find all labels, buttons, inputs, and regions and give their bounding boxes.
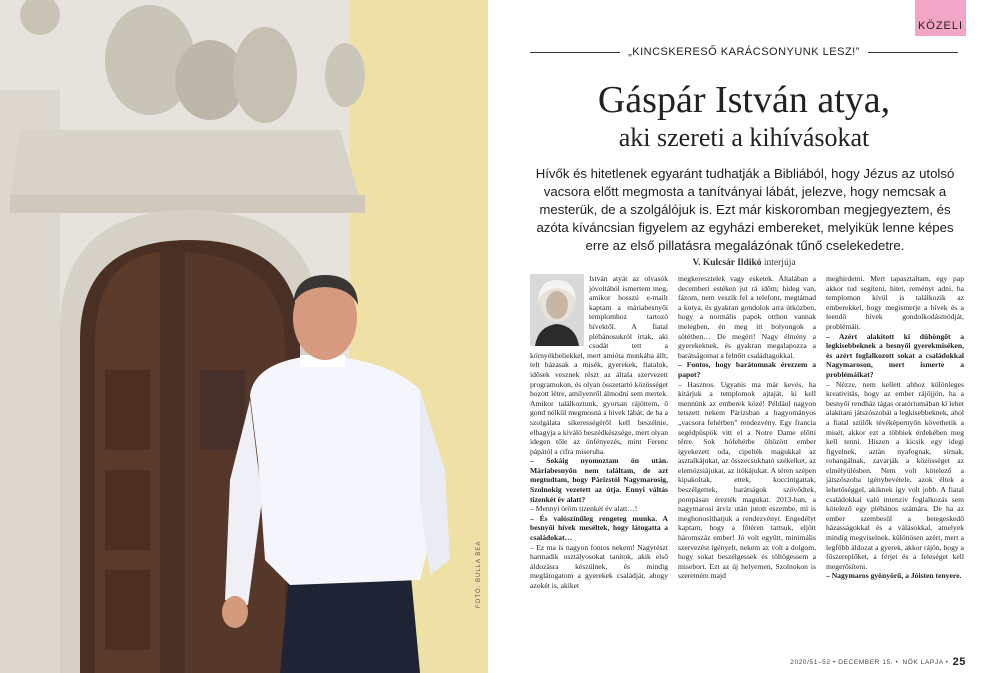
article-columns <box>530 274 964 648</box>
body-paragraph: – Hasznos. Ugyanis ma már kevés, ha kitárjuk a templomok ajtaját, ki kell mennünk az emberek közé! Például nagyon tetszett nekem Párizsban a hagyományos „vacsora fehérben” rendezvény. Egy francia segédpüspök vitt el a Notre Dame előtti térre. Sok hófehérbe öltözött ember igyekezett oda, cipelték magukkal az asztalkájukat, az összecsukható székeiket, az elemózsiájukat, az itókájukat. A téren szépen kipakoltak, ettek, koccintgattak, beszélgettek, barátságok szövődtek, pompásan érezték magukat. 2013-ban, a nagymarosi árvíz után jutott eszembe, mi is meghonosíthatjuk a rendezvényt. Engedélyt kaptam, hogy a főtéren tartsuk, eljött háromszáz ember! Jó volt együtt, minimális szervezést igényelt, nekem az volt a dolgom, hogy sokat beszélgessek és töltögessem a misebort. Ezt az új helyemen, Szolnokon is szeretném majd <box>678 379 816 581</box>
interview-question: – Azért alakított ki dühöngőt a legkisebbeknek a besnyői gyerekmiséken, és azért foglalkozott sokat a családokkal Nagymaroson, mert ismerte a problémáikat? <box>826 331 964 379</box>
column-1 <box>530 274 668 648</box>
issue-info: 2020/51–52 • DECEMBER 15. • <box>790 658 899 666</box>
cover-photo <box>0 0 488 673</box>
interview-question: – És valószínűleg rengeteg munka. A besnyői hívek meséltek, hogy látogatta a családokat… <box>530 513 668 543</box>
body-paragraph: megkeresztelek vagy esketek. Általában a decemberi estéken jut rá időm; hideg van, fázom, nem veszik fel a telefont, megtámad a kutya, és gyakran gondolok arra útközben, hogy a normális papok otthon vannak melegben, én meg itt bolyongok a sötétben… De megéri! Nagy élmény a gyerekeknek, és gyakran megalapozza a barátságomat a felnőtt családtagokkal. <box>678 274 816 360</box>
byline <box>488 258 1000 268</box>
byline-suffix: interjúja <box>763 258 796 268</box>
lead-paragraph: Hívők és hitetlenek egyaránt tudhatják a Bibliából, hogy Jézus az utolsó vacsora előtt megmosta a tanítványai lábát, jelezve, hogy nemcsak a mesterük, de a szolgálójuk is. Ezt már kiskoromban megjegyeztem, és azóta kíváncsian figyelem az egyházi embereket, melyikük lenne képes erre az első pillatásra megalázónak tűnő cselekedetre. <box>535 166 955 253</box>
kicker-rule-left <box>530 52 620 53</box>
kicker: „KINCSKERESŐ KARÁCSONYUNK LESZ!” <box>628 46 860 58</box>
section-tag: KÖZELI <box>915 0 966 36</box>
body-paragraph: István atyát az olvasók jóvoltából ismertem meg, amikor hosszú e-mailt kaptam a máriabesnyői templomhoz tartozó hívektől. A fiatal plébánosukról írtak, aki csodát tett a környékbeliekkel, mert amióta munkába állt, telt házasak a misék, gyerekek, fiatalok, idősek vesznek részt az általa szervezett programokon, és olyan összetartó közösséget hozott létre, amilyenről álmodni sem mertek. Amikor találkoztunk, gyorsan rájöttem, ő gond nélkül megmosná a hívek lábát, de ha a szolgálata sikerességéről kell beszélnie, elhagyja a kiváló beszédkészsége, mert olyan idegen tőle az önfényezés, mint Ferenc pápától a cifra miseruha. <box>530 274 668 456</box>
body-paragraph: – Ez ma is nagyon fontos nekem! Nagyrészt harmadik osztályosokat tanítok, akik első áldozásra készülnek, és mindig meglátogatom a gyerekek családját, ahogy azokét is, akiket <box>530 542 668 590</box>
photo-credit: FOTÓ: BULLA BEA <box>476 540 482 608</box>
interview-question: – Nagymaros gyönyörű, a Jóisten tenyere. <box>826 571 962 581</box>
subheadline: aki szereti a kihívásokat <box>618 123 870 152</box>
byline-author: V. Kulcsár Ildikó <box>692 258 762 268</box>
body-paragraph: – Mennyi öröm tizenkét év alatt…! <box>530 504 638 514</box>
column-2 <box>678 274 816 648</box>
kicker-row <box>530 44 958 60</box>
page-footer <box>766 656 966 668</box>
page-number: 25 <box>952 656 966 668</box>
headline: Gáspár István atya, <box>597 79 891 121</box>
photo-illustration <box>0 0 488 673</box>
author-portrait <box>530 274 584 346</box>
body-paragraph: – Nézze, nem kellett ahhoz különleges kreativitás, hogy az ember rájöjjön, ha a besnyői rendház tágas oratóriumában kí lehet alakítani játszószobát a legkisebbeknek, ahol a fiatal szülők tévéképernyőn követhetik a misét, akkor ezt a többiek érdekében meg kell tenni. Hiszen a kicsik egy idegi figyelnek, aztán nyafognak, sírnak, rohangálnak, zavarják a közösséget az elmélyülésben. Nem volt kötelező a játszószoba igénybevétele, azok éltek a lehetőséggel, akiknek így volt jobb. A fiatal családokkal való intenzív foglalkozás sem kötelező egy plébános számára. De ha az ember szembesül a betegeskedő házasságokkal és a válásokkal, amelyek mindig megviselnek, különösen azért, mert a legfőbb áldozat a gyerek, akkor rájön, hogy a főszereplőket, a férjet és a feleséget kell megerősíteni. <box>826 379 964 571</box>
kicker-rule-right <box>868 52 958 53</box>
magazine-name: NŐK LAPJA • <box>902 658 949 666</box>
column-3 <box>826 274 964 648</box>
article-page <box>488 0 1000 673</box>
interview-question: – Fontos, hogy barátomnak érezzem a papot? <box>678 360 816 379</box>
interview-question: – Sokáig nyomoztam ön után. Máriabesnyőn nem találtam, de azt megtudtam, hogy Párizstól Nagymarosig, Szolnokig vezetett az útja. Ennyi váltás tizenkét év alatt? <box>530 456 668 504</box>
body-paragraph: meghirdetni. Mert tapasztaltam, egy pap akkor tud segíteni, hitet, reményt adni, ha templomon kívül is találkozik az emberekkel, hogy megismerje a hívek és a leendő hívek gondolkodásmódját, problémáit. <box>826 274 964 331</box>
